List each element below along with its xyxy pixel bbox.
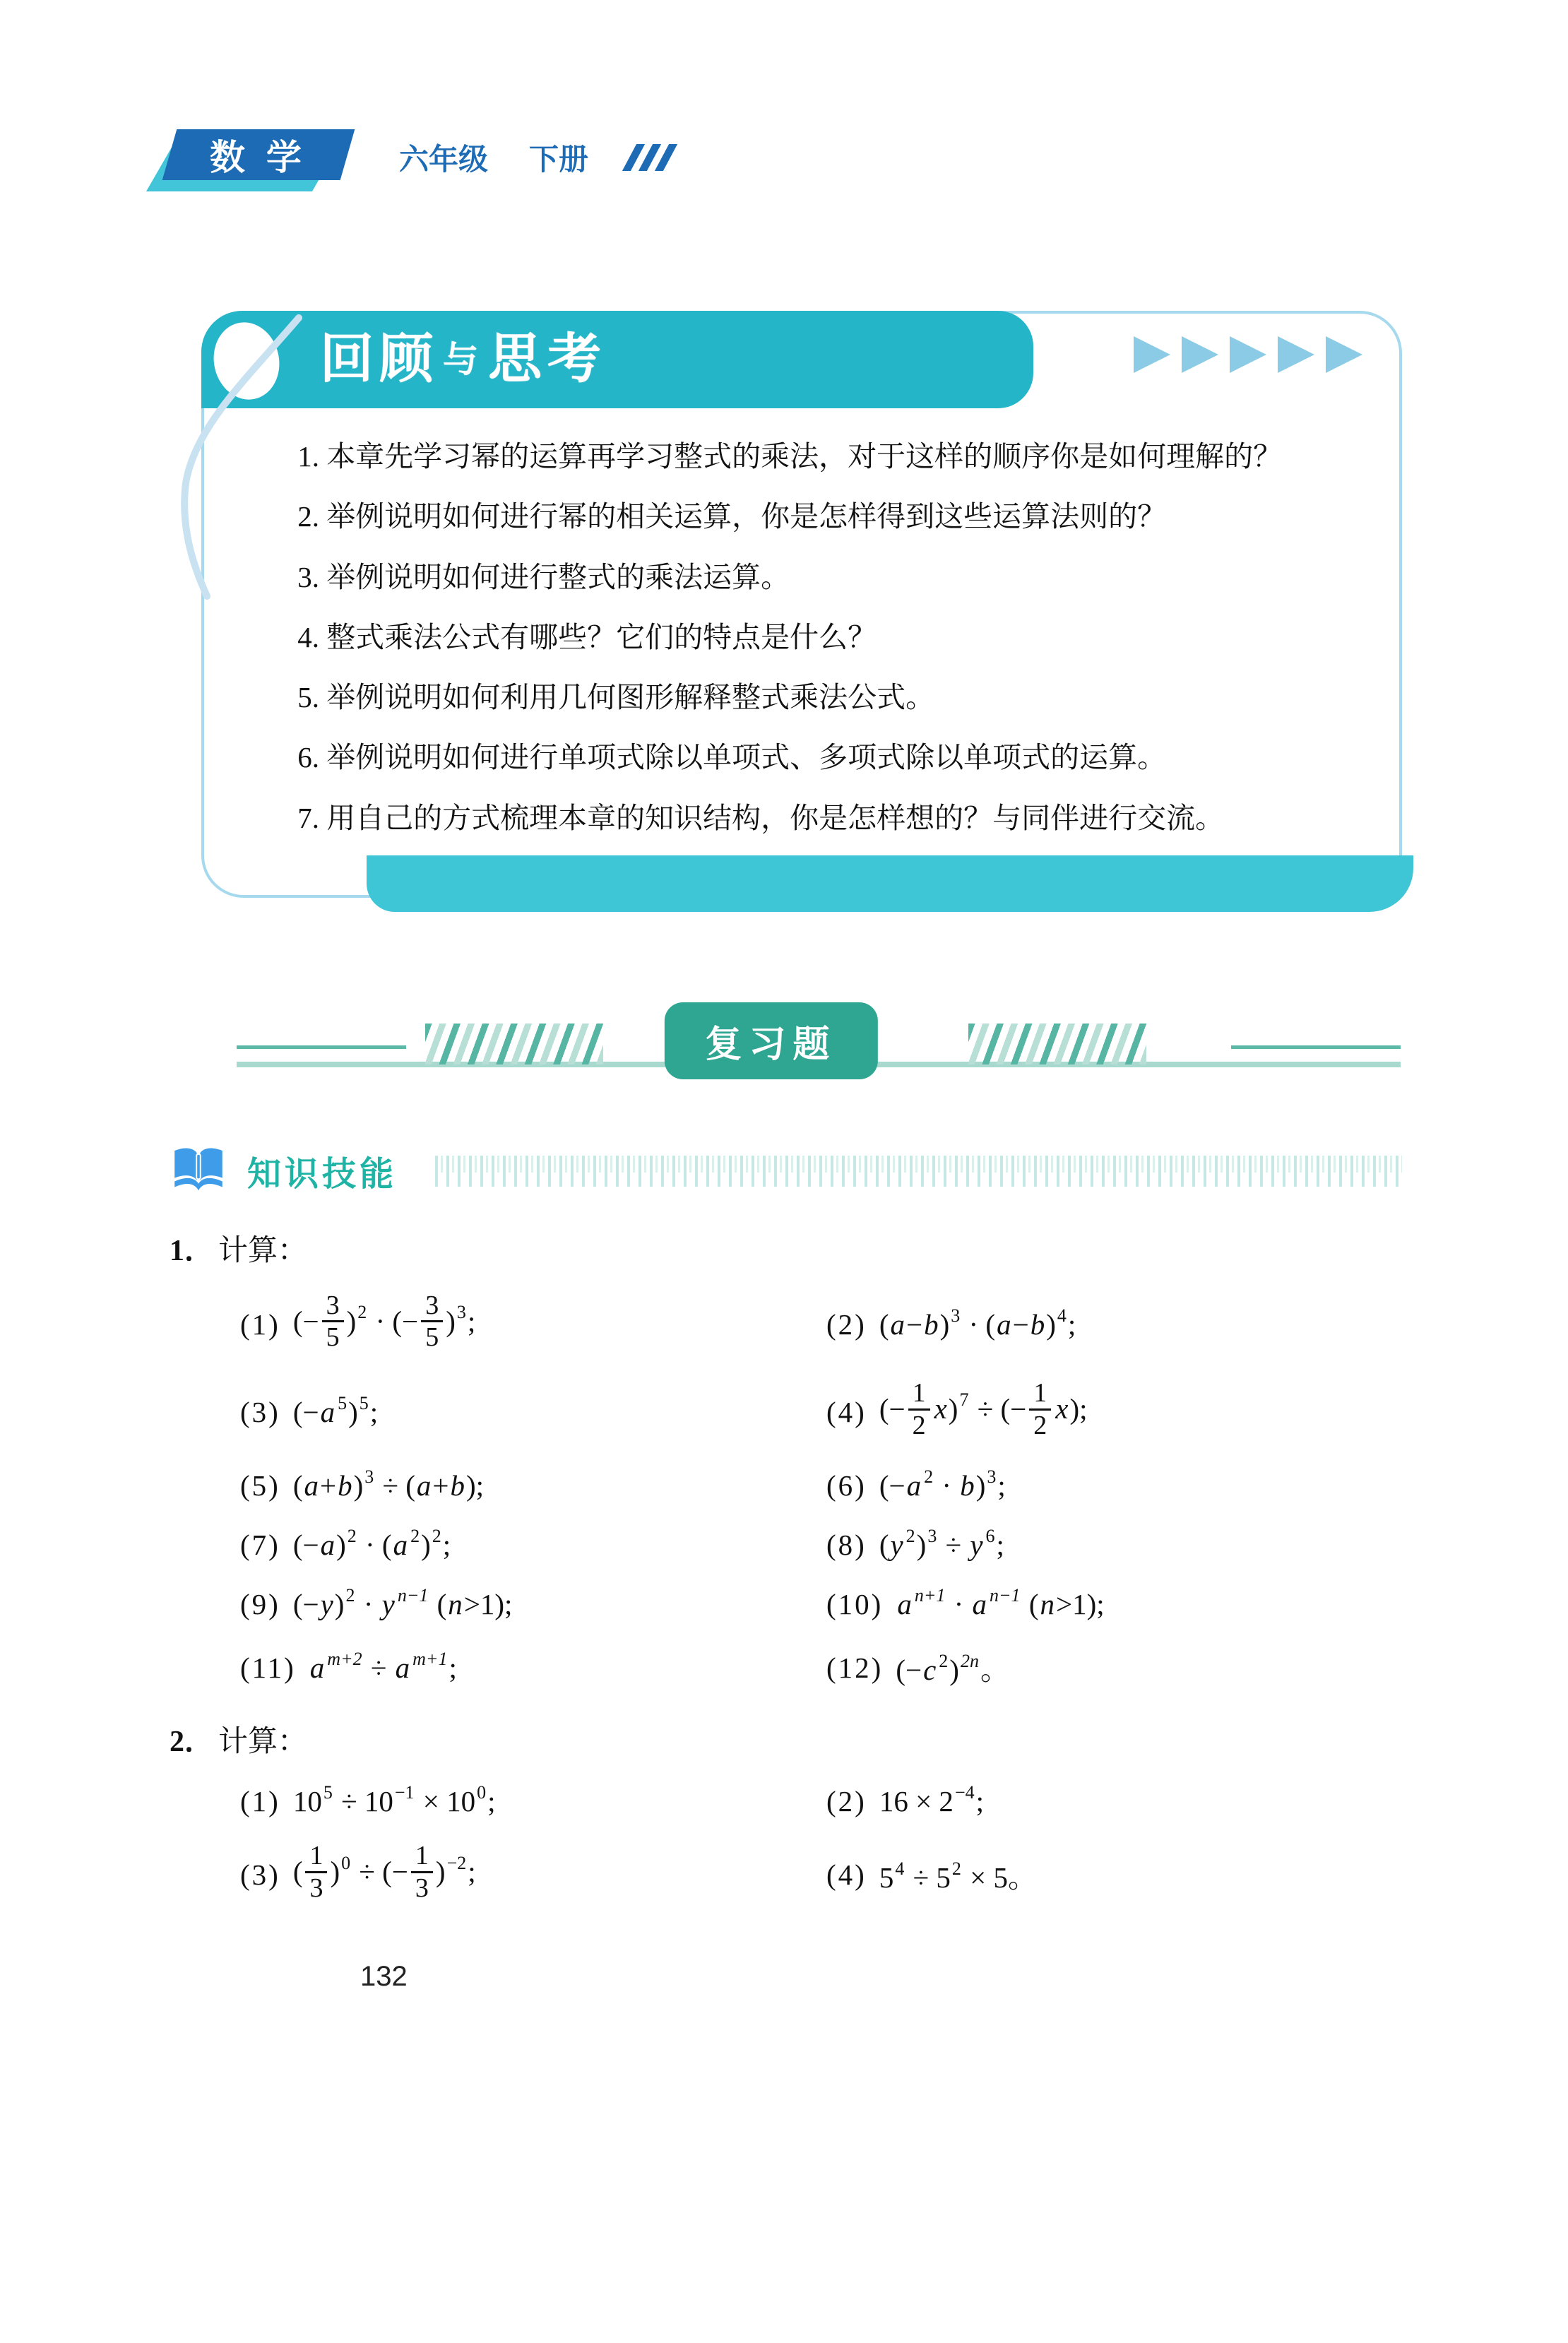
math-exponent: 5 [338,1393,348,1413]
item-number: (9) [240,1588,280,1621]
math-text: 。 [980,1654,1009,1687]
math-variable: a [393,1529,408,1562]
math-text: ; [1067,1307,1076,1341]
math-exponent: m+2 [327,1648,362,1669]
math-variable: x [934,1392,947,1425]
math-text: >1); [463,1588,513,1621]
slashes-icon [629,144,670,171]
problem-item [826,1466,1402,1502]
item-formula [293,1395,378,1429]
math-exponent: 3 [987,1466,997,1488]
problem-items-grid [170,1290,1402,1688]
math-text: + [319,1469,337,1502]
item-number: (12) [826,1651,884,1684]
item-number: (10) [826,1588,884,1621]
math-text: ) [353,1469,364,1502]
math-fraction [908,1378,930,1440]
item-formula [879,1528,1004,1562]
math-text: (− [879,1392,905,1425]
problems-area [170,1227,1402,1906]
math-text: (− [292,1305,319,1338]
math-text: (− [292,1588,319,1621]
item-formula [293,1528,451,1562]
math-text: ) [421,1529,431,1562]
math-text: × 10 [415,1785,476,1818]
math-text: ) [939,1307,950,1341]
review-question: 1. 本章先学习幂的运算再学习整式的乘法，对于这样的顺序你是如何理解的？ [297,440,1283,473]
item-number: (7) [240,1529,280,1562]
math-variable: y [890,1529,903,1562]
math-variable: a [416,1469,432,1502]
review-question: 6. 举例说明如何进行单项式除以单项式、多项式除以单项式的运算。 [297,741,1167,774]
math-text: (− [292,1529,319,1562]
item-formula [879,1854,1037,1896]
math-exponent: 3 [951,1305,961,1326]
math-variable: c [923,1654,937,1687]
review-question: 7. 用自己的方式梳理本章的知识结构，你是怎样想的？与同伴进行交流。 [297,801,1225,834]
math-text: ) [330,1855,340,1888]
problem-items-grid [170,1784,1402,1906]
item-formula [879,1466,1006,1502]
problem-item [826,1307,1402,1341]
math-exponent: 2 [432,1526,441,1547]
math-text: − [905,1307,923,1341]
math-text: ) [346,1305,357,1338]
right-triangle-icon [1134,336,1170,373]
grade-label: 六年级 [399,142,489,176]
math-text: · [356,1588,381,1621]
problem-item [240,1648,826,1685]
item-number: (4) [826,1396,867,1428]
math-text: ) [348,1396,358,1428]
math-text: ) [334,1588,345,1621]
math-text: ) [1046,1307,1056,1341]
math-text: ( [879,1529,889,1562]
math-text: ( [1021,1588,1039,1621]
item-number: (2) [826,1785,867,1818]
math-text: (− [896,1654,922,1687]
subject-logo [170,129,357,186]
math-variable: a [897,1588,912,1621]
fraction-denominator: 5 [322,1320,344,1353]
item-number: (8) [826,1529,867,1562]
item-number: (5) [240,1469,280,1502]
math-text: ) [446,1305,456,1338]
math-text: 5 [879,1861,894,1894]
problem-block [170,1227,1402,1688]
item-formula [896,1647,1009,1688]
math-exponent: −1 [394,1782,415,1803]
fraction-denominator: 3 [411,1871,433,1904]
item-number: (2) [826,1307,867,1341]
problem-block [170,1718,1402,1906]
math-variable: n [448,1588,463,1621]
math-text: ÷ ( [375,1469,415,1502]
problem-item [826,1587,1402,1621]
problem-item [240,1528,826,1562]
math-variable: n [1040,1588,1055,1621]
problem-item [826,1784,1402,1818]
section-title: 知识技能 [247,1156,398,1194]
math-exponent: 2 [924,1466,934,1488]
problem-item [826,1528,1402,1562]
review-box-header [201,311,1033,408]
math-exponent: 2 [347,1526,357,1547]
math-text: ) [336,1529,346,1562]
math-text: ÷ [938,1529,969,1562]
math-text: ) [435,1855,446,1888]
math-text: ; [467,1305,476,1338]
item-number: (3) [240,1858,280,1892]
math-variable: a [320,1529,335,1562]
math-fraction [421,1291,443,1353]
math-text: ) [949,1654,959,1687]
math-exponent: 3 [927,1526,937,1547]
math-text: 10 [292,1785,322,1818]
math-exponent: −4 [954,1782,975,1803]
problem-title: 计算： [218,1234,308,1267]
math-fraction [1029,1378,1051,1440]
review-box-title [320,330,607,389]
review-question: 5. 举例说明如何利用几何图形解释整式乘法公式。 [297,681,935,714]
math-text: ; [975,1785,985,1818]
math-text: ( [292,1469,303,1502]
math-text: ) [948,1392,958,1425]
problem-number: 2． [170,1726,215,1759]
math-text: ; [442,1529,451,1562]
math-exponent: n+1 [914,1585,946,1606]
right-triangle-icon [1278,336,1314,373]
right-triangle-icon [1230,336,1266,373]
math-exponent: m+1 [412,1648,448,1669]
math-text: 16 × 2 [879,1785,954,1818]
math-text: ( [429,1588,447,1621]
item-formula [879,1784,984,1818]
logo-badge [162,129,355,180]
math-exponent: 5 [359,1393,369,1413]
math-text: >1); [1055,1588,1105,1621]
math-exponent: 2 [345,1585,355,1606]
math-text: ; [487,1785,496,1818]
item-number: (3) [240,1396,280,1428]
review-question: 2. 举例说明如何进行幂的相关运算，你是怎样得到这些运算法则的？ [297,500,1167,533]
math-variable: b [450,1469,465,1502]
math-text: ( [879,1307,889,1341]
math-text: × 5。 [962,1861,1037,1894]
page-header [170,124,1402,191]
fraction-denominator: 2 [908,1408,930,1441]
item-formula [879,1377,1088,1443]
math-text: ); [1069,1392,1088,1425]
item-formula [293,1784,496,1818]
review-questions [234,427,1367,848]
math-exponent: 4 [895,1858,905,1879]
hash-marks-decoration [968,1024,1146,1064]
math-text: ÷ 5 [905,1861,951,1894]
math-variable: a [320,1396,335,1428]
math-text: · [946,1588,971,1621]
banner-thin-line [237,1045,406,1049]
item-formula [292,1290,476,1356]
math-text: ; [996,1529,1004,1562]
math-exponent: 5 [323,1782,333,1803]
math-exponent: 4 [1057,1305,1067,1326]
item-number: (4) [826,1858,867,1892]
math-text: ÷ (− [970,1392,1027,1425]
math-variable: b [338,1469,352,1502]
item-number: (11) [240,1651,296,1684]
item-number: (6) [826,1469,867,1502]
item-formula [879,1307,1076,1341]
math-text: + [432,1469,449,1502]
fraction-numerator: 1 [912,1377,926,1408]
review-question: 3. 举例说明如何进行整式的乘法运算。 [297,560,790,593]
fraction-numerator: 1 [309,1841,323,1871]
item-formula [292,1841,476,1906]
item-formula [292,1466,485,1502]
fraction-numerator: 1 [415,1841,429,1871]
math-text: (− [292,1396,319,1428]
fraction-denominator: 2 [1029,1408,1051,1441]
math-text: ; [997,1469,1006,1502]
math-text: ( [292,1855,303,1888]
math-exponent: 0 [341,1852,351,1873]
right-triangle-icon [1182,336,1218,373]
math-text: ; [449,1651,457,1684]
math-variable: a [997,1307,1011,1341]
fraction-denominator: 3 [305,1871,327,1904]
math-variable: b [1030,1307,1045,1341]
item-number: (1) [240,1785,280,1818]
problem-item [240,1290,826,1356]
math-text: ÷ 10 [333,1785,393,1818]
fraction-numerator: 1 [1033,1377,1047,1408]
edition-label [399,136,670,179]
fraction-numerator: 3 [326,1290,340,1320]
math-exponent: 3 [364,1466,374,1488]
math-exponent: 0 [477,1782,487,1803]
math-exponent: 2 [410,1526,420,1547]
item-number: (1) [240,1307,280,1341]
item-formula [309,1648,457,1685]
item-formula [896,1587,1104,1621]
problem-item [240,1395,826,1429]
math-text: · ( [357,1529,392,1562]
math-text: · ( [961,1307,996,1341]
math-variable: b [924,1307,939,1341]
review-exercises-banner [170,1002,1402,1093]
math-variable: a [972,1588,987,1621]
math-exponent: 2 [905,1526,915,1547]
problem-number: 1． [170,1234,215,1267]
math-exponent: −2 [446,1852,467,1873]
math-fraction [305,1841,327,1903]
math-exponent: 2n [960,1651,979,1672]
math-variable: a [395,1651,410,1684]
volume-label: 下册 [529,142,589,176]
math-variable: a [890,1307,905,1341]
math-exponent: 2 [951,1858,961,1879]
math-variable: a [309,1651,325,1684]
math-text: (− [879,1469,905,1502]
knowledge-skills-section [170,1145,1402,1197]
math-text: ); [466,1469,485,1502]
math-text: · (− [368,1305,419,1338]
problem-heading [170,1227,1402,1269]
textbook-page [0,124,1568,1993]
problem-item [240,1587,826,1621]
math-text: ÷ [363,1651,394,1684]
problem-item [240,1466,826,1502]
math-exponent: n−1 [990,1585,1021,1606]
math-fraction [322,1291,344,1353]
title-part-small: 与 [443,340,484,379]
math-text: ) [916,1529,927,1562]
problem-item [826,1647,1402,1688]
hash-marks-decoration [425,1024,603,1064]
math-exponent: 3 [456,1302,466,1323]
page-number: 132 [360,1961,408,1993]
title-part: 思考 [488,330,607,389]
math-text: ) [975,1469,986,1502]
math-fraction [411,1841,433,1903]
right-triangle-icon [1326,336,1362,373]
fraction-denominator: 5 [421,1320,443,1353]
math-variable: a [906,1469,922,1502]
banner-thin-line [1231,1045,1401,1049]
problem-item [240,1841,826,1906]
problem-heading [170,1718,1402,1760]
problem-item [240,1784,826,1818]
title-part: 回顾 [320,330,439,389]
math-exponent: 2 [939,1651,949,1672]
review-think-box [201,311,1402,898]
math-variable: y [320,1588,333,1621]
math-variable: x [1055,1392,1069,1425]
math-text: ÷ (− [352,1855,408,1888]
logo-text: 数 学 [210,137,307,177]
math-exponent: 6 [985,1526,995,1547]
math-exponent: 2 [357,1302,367,1323]
math-variable: y [970,1529,983,1562]
item-formula [293,1587,513,1621]
banner-title: 复习题 [664,1002,877,1079]
fraction-numerator: 3 [425,1290,439,1320]
problem-title: 计算： [218,1726,308,1759]
problem-item [826,1377,1402,1443]
math-exponent: n−1 [397,1585,429,1606]
arrow-decoration [1134,336,1362,373]
math-variable: y [381,1588,395,1621]
math-exponent: 7 [959,1389,969,1411]
math-variable: b [960,1469,975,1502]
math-variable: a [304,1469,319,1502]
math-text: − [1012,1307,1029,1341]
math-text: · [934,1469,959,1502]
math-text: ; [369,1396,379,1428]
open-book-icon [170,1145,227,1197]
ticks-decoration [435,1156,1402,1187]
review-question: 4. 整式乘法公式有哪些？它们的特点是什么？ [297,620,877,653]
math-text: ; [468,1855,476,1888]
problem-item [826,1854,1402,1896]
